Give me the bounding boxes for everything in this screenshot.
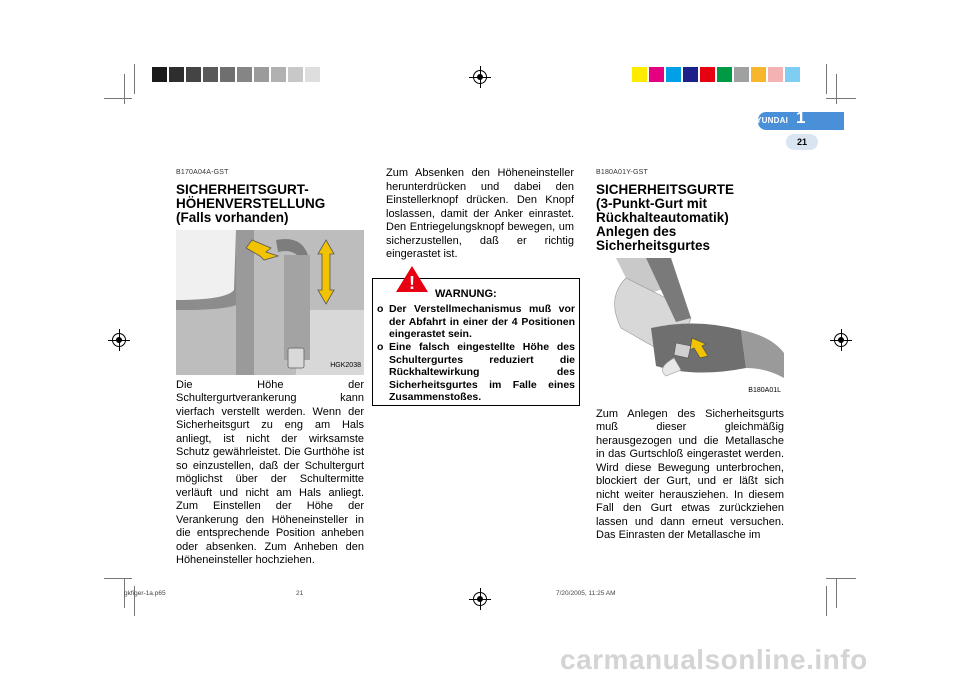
page-number: 21 [786, 134, 818, 150]
warning-triangle-icon [395, 265, 429, 293]
registration-mark-icon [469, 66, 491, 88]
figure-label: B180A01L [748, 387, 781, 394]
footer-page: 21 [296, 590, 304, 597]
color-swatch [203, 67, 218, 82]
crop-mark [826, 578, 856, 579]
crop-mark [104, 98, 132, 99]
color-swatch [717, 67, 732, 82]
registration-mark-icon [830, 329, 852, 351]
footer-file-name: gkfiger-1a.p65 [124, 590, 166, 597]
body-text: Die Höhe der Schultergurtverankerung kann vierfach verstellt werden. Wenn der Sicherheitsgurt zu eng am Hals anliegt, ist nicht der wirksamste Schutz gewährleistet. Die Gurthöhe ist so einzustellen, daß der Schultergurt möglichst über der Schultermitte verläuft und nicht am Hals anliegt. Zum Einstellen der Höhe der Verankerung den Höheneinsteller in die entsprechende Position anheben oder absenken. Zum Anheben den Höheneinsteller hochziehen. [176, 378, 364, 566]
crop-mark [826, 98, 856, 99]
color-swatch [700, 67, 715, 82]
color-swatch [666, 67, 681, 82]
section-code: B180A01Y-GST [596, 169, 648, 176]
warning-item: o Der Verstellmechanismus muß vor der Abfahrt in einer der 4 Positionen eingerastet sein. [377, 303, 575, 340]
color-swatch [254, 67, 269, 82]
seatbelt-adjuster-drawing [176, 230, 364, 375]
color-swatch-strip [632, 67, 802, 82]
section-code: B170A04A-GST [176, 169, 229, 176]
section-heading: SICHERHEITSGURTE (3-Punkt-Gurt mit Rückhalteautomatik) Anlegen des Sicherheitsgurtes [596, 181, 735, 253]
color-swatch [683, 67, 698, 82]
color-swatch [237, 67, 252, 82]
warning-title: WARNUNG: [435, 288, 497, 300]
middle-column-text: Zum Absenken den Höheneinsteller herunterdrücken und dabei den Einstellerknopf drücken. Den Knopf loslassen, damit der Anker einrastet. Den Entriegelungsknopf bewegen, um sicherzustellen, daß er richtig eingerastet ist. [386, 167, 574, 260]
crop-mark [826, 586, 827, 616]
section-title: EIGENSCHAFTEN DES HYUNDAI [657, 116, 788, 125]
color-swatch [186, 67, 201, 82]
seatbelt-height-adjuster-illustration [176, 230, 364, 375]
watermark: carmanualsonline.info [560, 644, 868, 675]
color-swatch [152, 67, 167, 82]
svg-text:!: ! [409, 273, 415, 293]
color-swatch [768, 67, 783, 82]
color-swatch [305, 67, 320, 82]
crop-mark [826, 64, 827, 94]
color-swatch [169, 67, 184, 82]
seatbelt-fastening-drawing [596, 258, 784, 400]
color-swatch [632, 67, 647, 82]
warning-box [372, 273, 580, 406]
registration-mark-icon [108, 329, 130, 351]
footer-timestamp: 7/20/2005, 11:25 AM [556, 590, 616, 597]
crop-mark [836, 74, 837, 104]
color-swatch [220, 67, 235, 82]
color-swatch [271, 67, 286, 82]
gray-swatch-strip [152, 67, 322, 82]
left-column [176, 166, 364, 568]
color-swatch [751, 67, 766, 82]
color-swatch [288, 67, 303, 82]
body-text: Zum Anlegen des Sicherheitsgurts muß dieser gleichmäßig herausgezogen und die Metallasche in das Gurtschloß eingerastet werden. Wird diese Bewegung unterbrochen, blockiert der Gurt, und er läßt sich nicht weiter herausziehen. In diesem Fall den Gurt etwas zurückziehen lassen und dann erneut versuchen. Das Einrasten der Metallasche im [596, 407, 784, 541]
color-swatch [734, 67, 749, 82]
fastening-seatbelt-illustration [596, 258, 784, 400]
crop-mark [836, 578, 837, 608]
crop-mark [134, 64, 135, 94]
figure-label: HGK2038 [330, 362, 361, 369]
registration-mark-icon [469, 588, 491, 610]
color-swatch [785, 67, 800, 82]
right-column [596, 166, 784, 543]
crop-mark [124, 74, 125, 104]
chapter-number: 1 [796, 108, 806, 127]
section-heading: SICHERHEITSGURT- HÖHENVERSTELLUNG (Falls vorhanden) [176, 181, 326, 225]
warning-item: o Eine falsch eingestellte Höhe des Schultergurtes reduziert die Rückhaltewirkung des Sicherheitsgurtes im Falle eines Zusammenstoßes. [377, 341, 575, 403]
crop-mark [104, 578, 132, 579]
color-swatch [649, 67, 664, 82]
